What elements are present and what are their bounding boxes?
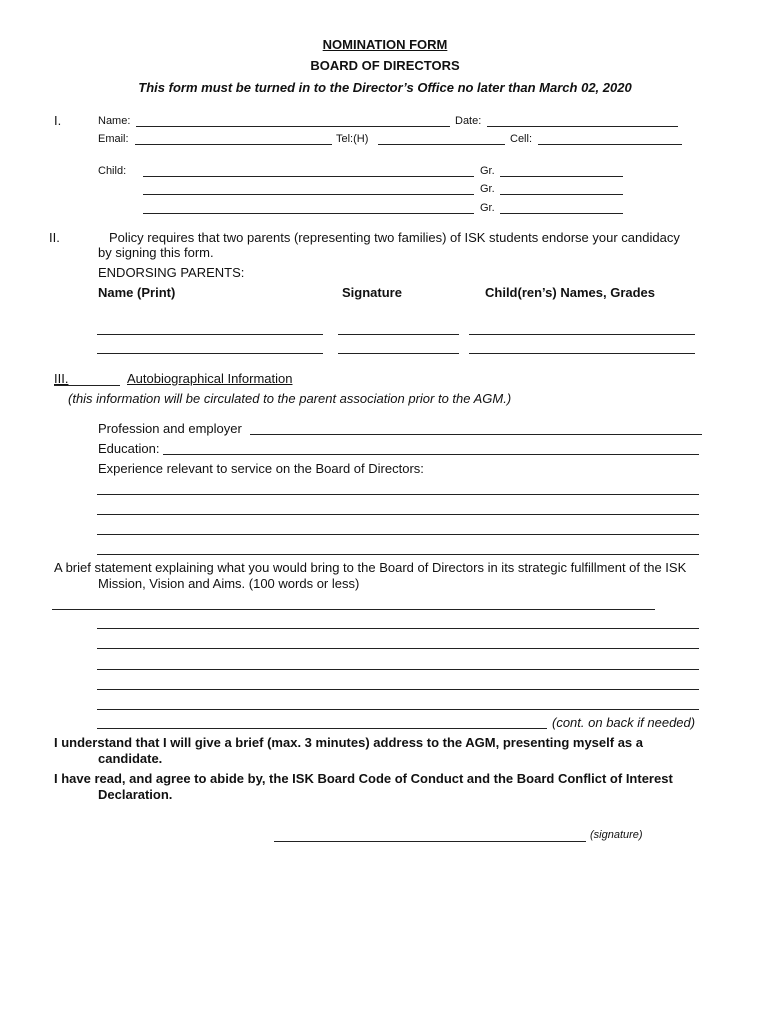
endorser-name-field[interactable] <box>97 353 323 354</box>
profession-field[interactable] <box>250 434 702 435</box>
continued-note: (cont. on back if needed) <box>552 715 696 730</box>
statement-field[interactable] <box>52 609 655 610</box>
statement-field[interactable] <box>97 628 699 629</box>
endorsing-parents-heading: ENDORSING PARENTS: <box>98 265 245 280</box>
child-grade-field[interactable] <box>500 176 623 177</box>
section-2-numeral: II. <box>49 230 60 245</box>
section-1-numeral: I. <box>54 113 62 128</box>
column-name-print: Name (Print) <box>98 285 176 300</box>
form-title: NOMINATION FORM <box>322 37 448 52</box>
policy-text-continued: by signing this form. <box>98 245 214 260</box>
column-children-grades: Child(ren’s) Names, Grades <box>485 285 656 300</box>
experience-field[interactable] <box>97 514 699 515</box>
statement-field[interactable] <box>97 728 547 729</box>
experience-field[interactable] <box>97 534 699 535</box>
child-name-field[interactable] <box>143 176 474 177</box>
section-3-underline <box>54 385 120 386</box>
email-label: Email: <box>98 133 129 145</box>
date-label: Date: <box>455 115 482 127</box>
endorser-children-field[interactable] <box>469 334 695 335</box>
section-3-numeral: III. <box>54 371 69 386</box>
child-label: Child: <box>98 165 127 177</box>
signature-field[interactable] <box>274 841 586 842</box>
name-field[interactable] <box>136 126 450 127</box>
child-grade-field[interactable] <box>500 194 623 195</box>
grade-label: Gr. <box>480 202 495 214</box>
endorser-signature-field[interactable] <box>338 334 459 335</box>
grade-label: Gr. <box>480 183 495 195</box>
policy-text: Policy requires that two parents (representing two families) of ISK students endorse your candidacy <box>109 230 680 245</box>
email-field[interactable] <box>135 144 332 145</box>
statement-prompt-continued: Mission, Vision and Aims. (100 words or less) <box>98 576 360 591</box>
experience-label: Experience relevant to service on the Board of Directors: <box>98 461 424 476</box>
endorser-children-field[interactable] <box>469 353 695 354</box>
column-signature: Signature <box>342 285 402 300</box>
endorser-name-field[interactable] <box>97 334 323 335</box>
endorser-signature-field[interactable] <box>338 353 459 354</box>
cell-field[interactable] <box>538 144 682 145</box>
tel-field[interactable] <box>378 144 505 145</box>
cell-label: Cell: <box>510 133 533 145</box>
name-label: Name: <box>98 115 131 127</box>
section-3-note: (this information will be circulated to the parent association prior to the AGM.) <box>68 391 512 406</box>
statement-prompt: A brief statement explaining what you would bring to the Board of Directors in its strategic fulfillment of the ISK <box>54 560 687 575</box>
conduct-declaration-continued: Declaration. <box>98 787 173 802</box>
child-name-field[interactable] <box>143 213 474 214</box>
conduct-declaration: I have read, and agree to abide by, the ISK Board Code of Conduct and the Board Conflict of Interest <box>54 771 673 786</box>
deadline-notice: This form must be turned in to the Director’s Office no later than March 02, 2020 <box>138 80 632 95</box>
section-3-title: Autobiographical Information <box>127 371 293 386</box>
form-subtitle: BOARD OF DIRECTORS <box>310 58 460 73</box>
statement-field[interactable] <box>97 648 699 649</box>
child-grade-field[interactable] <box>500 213 623 214</box>
statement-field[interactable] <box>97 669 699 670</box>
statement-field[interactable] <box>97 709 699 710</box>
experience-field[interactable] <box>97 494 699 495</box>
profession-label: Profession and employer <box>98 421 242 436</box>
tel-label: Tel:(H) <box>336 133 369 145</box>
experience-field[interactable] <box>97 554 699 555</box>
signature-label: (signature) <box>590 829 643 841</box>
grade-label: Gr. <box>480 165 495 177</box>
agm-declaration-continued: candidate. <box>98 751 163 766</box>
statement-field[interactable] <box>97 689 699 690</box>
agm-declaration: I understand that I will give a brief (max. 3 minutes) address to the AGM, presenting myself as a <box>54 735 643 750</box>
education-label: Education: <box>98 441 160 456</box>
date-field[interactable] <box>487 126 678 127</box>
child-name-field[interactable] <box>143 194 474 195</box>
education-field[interactable] <box>163 454 699 455</box>
